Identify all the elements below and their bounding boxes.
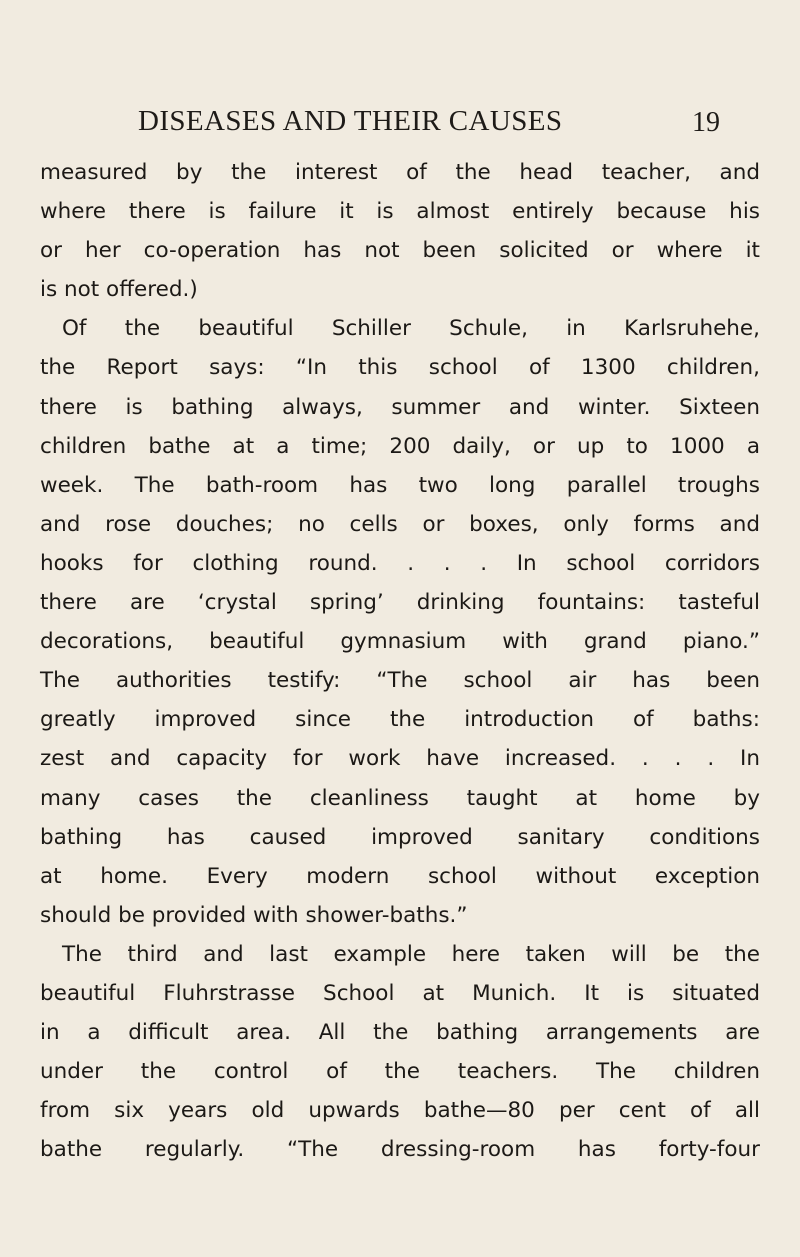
text-line: hooks for clothing round. . . . In school corridors [40,550,760,576]
text-line: under the control of the teachers. The children [40,1059,760,1085]
text-line: week. The bath-room has two long parallel troughs [40,472,760,498]
text-line: bathe regularly. “The dressing-room has forty-four [40,1137,760,1163]
text-line: zest and capacity for work have increased. . . . In [40,746,760,772]
text-line: is not offered.) [40,277,198,303]
text-line: greatly improved since the introduction of baths: [40,707,760,733]
text-line: the Report says: “In this school of 1300 children, [40,355,760,381]
text-line: many cases the cleanliness taught at home by [40,785,760,811]
text-line: where there is failure it is almost entirely because his [40,199,760,225]
page-number: 19 [692,107,720,138]
text-line: there are ‘crystal spring’ drinking fountains: tasteful [40,590,760,616]
text-line: beautiful Fluhrstrasse School at Munich. It is situated [40,980,760,1006]
text-line: The third and last example here taken will be the [62,941,760,967]
text-line: at home. Every modern school without exception [40,863,760,889]
text-line: or her co-operation has not been solicited or where it [40,238,760,264]
text-line: there is bathing always, summer and winter. Sixteen [40,394,760,420]
running-head [0,105,800,145]
running-title: DISEASES AND THEIR CAUSES [138,105,563,137]
text-line: The authorities testify: “The school air has been [40,668,760,694]
text-line: children bathe at a time; 200 daily, or up to 1000 a [40,433,760,459]
text-line: decorations, beautiful gymnasium with grand piano.” [40,629,760,655]
body-text [40,153,760,1169]
text-line: measured by the interest of the head teacher, and [40,160,760,185]
text-line: and rose douches; no cells or boxes, only forms and [40,511,760,537]
text-line: Of the beautiful Schiller Schule, in Karlsruhehe, [62,316,760,342]
text-line: from six years old upwards bathe—80 per cent of all [40,1098,760,1124]
text-line: should be provided with shower-baths.” [40,902,468,928]
text-line: in a difficult area. All the bathing arrangements are [40,1020,760,1046]
text-line: bathing has caused improved sanitary conditions [40,824,760,850]
